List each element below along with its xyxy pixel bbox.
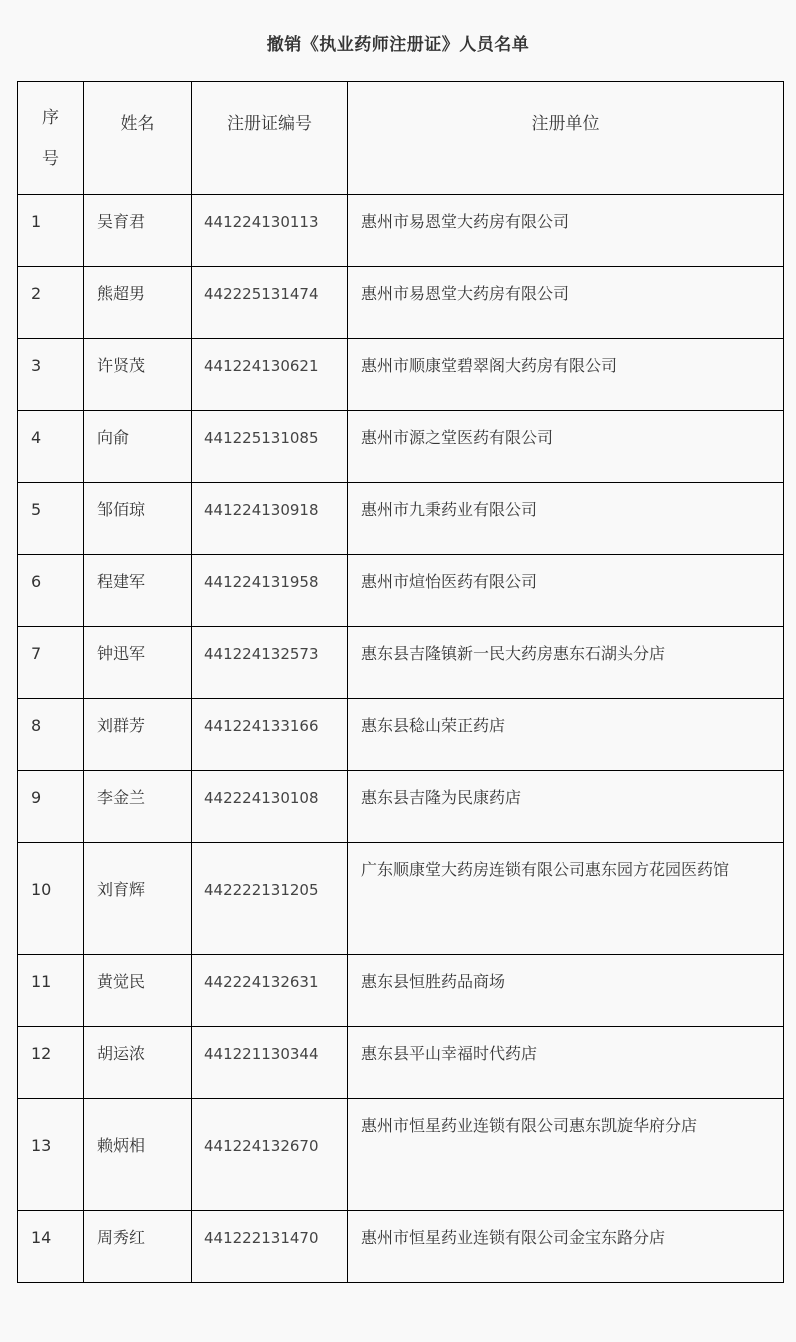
cell-seq: 13	[18, 1099, 84, 1211]
table-row	[18, 955, 784, 1027]
table-row	[18, 771, 784, 843]
cell-seq: 7	[18, 627, 84, 699]
cell-unit: 惠州市恒星药业连锁有限公司金宝东路分店	[348, 1211, 784, 1283]
cell-seq: 5	[18, 483, 84, 555]
cell-name: 刘群芳	[84, 699, 192, 771]
cell-unit: 惠州市恒星药业连锁有限公司惠东凯旋华府分店	[348, 1099, 784, 1211]
header-seq-line2: 号	[42, 149, 59, 169]
cell-seq: 4	[18, 411, 84, 483]
header-name: 姓名	[84, 82, 192, 195]
cell-name: 胡运浓	[84, 1027, 192, 1099]
cell-name: 向俞	[84, 411, 192, 483]
cell-unit: 惠东县吉隆镇新一民大药房惠东石湖头分店	[348, 627, 784, 699]
table-row	[18, 339, 784, 411]
cell-name: 钟迅军	[84, 627, 192, 699]
cell-cert-number: 441224130113	[192, 195, 348, 267]
cell-unit: 惠东县吉隆为民康药店	[348, 771, 784, 843]
cell-name: 刘育辉	[84, 843, 192, 955]
cell-unit: 惠州市易恩堂大药房有限公司	[348, 267, 784, 339]
cell-name: 吴育君	[84, 195, 192, 267]
cell-unit: 惠东县平山幸福时代药店	[348, 1027, 784, 1099]
table-row	[18, 195, 784, 267]
table-row	[18, 699, 784, 771]
cell-seq: 14	[18, 1211, 84, 1283]
cell-cert-number: 441224131958	[192, 555, 348, 627]
cell-unit: 广东顺康堂大药房连锁有限公司惠东园方花园医药馆	[348, 843, 784, 955]
header-seq	[18, 82, 84, 195]
table-row	[18, 267, 784, 339]
cell-name: 李金兰	[84, 771, 192, 843]
cell-cert-number: 441224130621	[192, 339, 348, 411]
cell-cert-number: 441224130918	[192, 483, 348, 555]
cell-cert-number: 441222131470	[192, 1211, 348, 1283]
header-cert-number: 注册证编号	[192, 82, 348, 195]
cell-cert-number: 442224130108	[192, 771, 348, 843]
table-header-row	[18, 82, 784, 195]
cell-seq: 3	[18, 339, 84, 411]
table-row	[18, 627, 784, 699]
cell-unit: 惠州市易恩堂大药房有限公司	[348, 195, 784, 267]
table-row	[18, 1099, 784, 1211]
table-row	[18, 555, 784, 627]
cell-cert-number: 442222131205	[192, 843, 348, 955]
cell-seq: 8	[18, 699, 84, 771]
cell-name: 赖炳相	[84, 1099, 192, 1211]
cell-unit: 惠州市源之堂医药有限公司	[348, 411, 784, 483]
cell-unit: 惠州市顺康堂碧翠阁大药房有限公司	[348, 339, 784, 411]
cell-seq: 9	[18, 771, 84, 843]
cell-unit: 惠州市煊怡医药有限公司	[348, 555, 784, 627]
page-title: 撤销《执业药师注册证》人员名单	[266, 35, 530, 55]
cell-cert-number: 442225131474	[192, 267, 348, 339]
cell-name: 许贤茂	[84, 339, 192, 411]
cell-unit: 惠东县恒胜药品商场	[348, 955, 784, 1027]
cell-cert-number: 442224132631	[192, 955, 348, 1027]
cell-name: 周秀红	[84, 1211, 192, 1283]
table-row	[18, 843, 784, 955]
cell-cert-number: 441224132670	[192, 1099, 348, 1211]
table-row	[18, 1211, 784, 1283]
table-row	[18, 411, 784, 483]
cell-seq: 12	[18, 1027, 84, 1099]
cell-unit: 惠州市九秉药业有限公司	[348, 483, 784, 555]
table-row	[18, 1027, 784, 1099]
cell-unit: 惠东县稔山荣正药店	[348, 699, 784, 771]
cell-name: 邹佰琼	[84, 483, 192, 555]
cell-seq: 2	[18, 267, 84, 339]
cell-cert-number: 441221130344	[192, 1027, 348, 1099]
cell-seq: 1	[18, 195, 84, 267]
cell-seq: 10	[18, 843, 84, 955]
cell-cert-number: 441225131085	[192, 411, 348, 483]
cell-name: 程建军	[84, 555, 192, 627]
header-unit: 注册单位	[348, 82, 784, 195]
cell-seq: 11	[18, 955, 84, 1027]
table-row	[18, 483, 784, 555]
header-seq-line1: 序	[42, 108, 59, 128]
revoked-pharmacist-table	[17, 81, 784, 1283]
cell-cert-number: 441224133166	[192, 699, 348, 771]
cell-cert-number: 441224132573	[192, 627, 348, 699]
cell-name: 熊超男	[84, 267, 192, 339]
cell-seq: 6	[18, 555, 84, 627]
cell-name: 黄觉民	[84, 955, 192, 1027]
